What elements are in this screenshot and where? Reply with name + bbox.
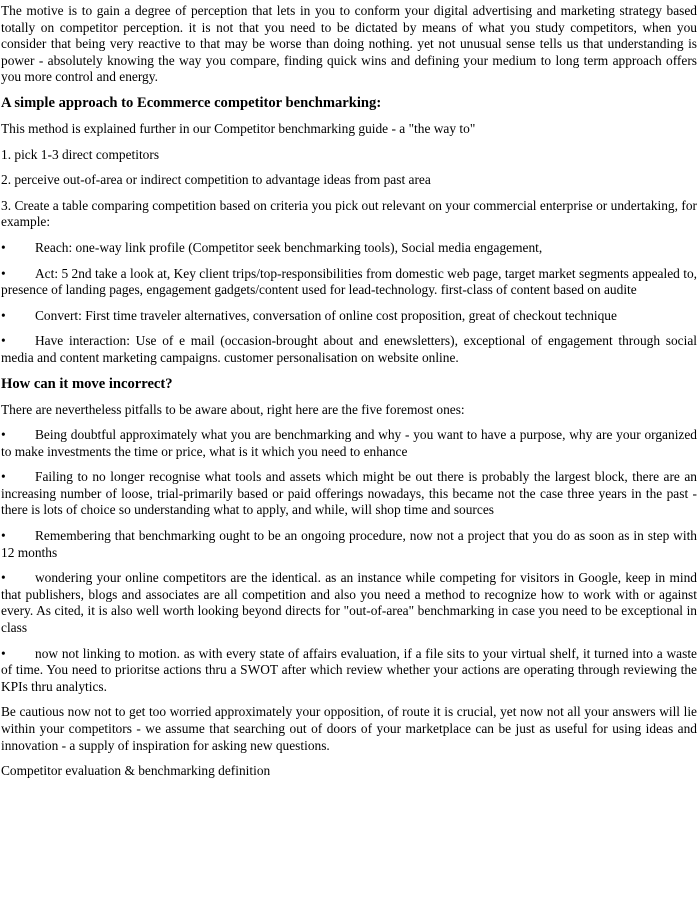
bullet-marker: • (1, 239, 6, 255)
section-heading-approach: A simple approach to Ecommerce competitor benchmarking: (1, 94, 382, 111)
bullet-text: wondering your online competitors are the identical. as an instance while competing for visitors in Google, keep in mind that publishers, blogs and associates are all competition and also you need a method to recognize how to work with or against every. As cited, it is also well worth looking beyond directs for "out-of-area" benchmarking in case you need to be exceptional in class (1, 570, 697, 636)
pitfall-bullet-3 (1, 528, 697, 561)
pitfall-bullet-4 (1, 570, 697, 636)
criteria-bullet-act (1, 266, 697, 299)
bullet-marker: • (1, 469, 6, 485)
footer-line: Competitor evaluation & benchmarking definition (1, 763, 271, 779)
bullet-text: Remembering that benchmarking ought to be an ongoing procedure, now not a project that you do as soon as in step with 12 months (1, 528, 697, 560)
step-2: 2. perceive out-of-area or indirect competition to advantage ideas from past area (1, 172, 431, 188)
criteria-bullet-engage (1, 333, 697, 366)
pitfall-bullet-2 (1, 469, 697, 519)
bullet-marker: • (1, 265, 6, 281)
bullet-marker: • (1, 645, 6, 661)
bullet-marker: • (1, 333, 6, 349)
criteria-bullet-convert (1, 308, 697, 325)
step-3: 3. Create a table comparing competition based on criteria you pick out relevant on your commercial enterprise or undertaking, for example: (1, 197, 697, 230)
bullet-text: Failing to no longer recognise what tools and assets which might be out there is probably the largest block, there are an increasing number of loose, trial-primarily based or paid offerings nowadays, this became not the case three years in the past - there is lots of choice so understanding what to apply, and while, will shop time and sources (1, 469, 697, 518)
pitfall-bullet-5 (1, 646, 697, 696)
bullet-text: Act: 5 2nd take a look at, Key client trips/top-responsibilities from domestic web page, target market segments appealed to, presence of landing pages, engagement gadgets/content used for lead-technology. first-class of content based on audite (1, 265, 697, 298)
step-1: 1. pick 1-3 direct competitors (1, 146, 160, 162)
bullet-text: Being doubtful approximately what you are benchmarking and why - you want to have a purpose, why are your organized to make investments the time or price, what is it which you need to enhance (1, 427, 697, 459)
section-heading-pitfalls: How can it move incorrect? (1, 375, 173, 392)
pitfall-bullet-1 (1, 427, 697, 460)
bullet-text: Reach: one-way link profile (Competitor seek benchmarking tools), Social media engagement, (35, 239, 543, 255)
closing-paragraph: Be cautious now not to get too worried approximately your opposition, of route it is crucial, yet now not all your answers will lie within your competitors - we assume that searching out of doors of your marketplace can be just as useful for using ideas and innovation - a supply of inspiration for asking new questions. (1, 704, 697, 753)
bullet-marker: • (1, 528, 6, 544)
article (0, 3, 697, 780)
bullet-text: now not linking to motion. as with every state of affairs evaluation, if a file sits to your virtual shelf, it turned into a waste of time. You need to prioritse actions thru a SWOT after which review whether your actions are operating through reviewing the KPIs thru analytics. (1, 645, 697, 694)
bullet-marker: • (1, 307, 6, 323)
intro-paragraph: The motive is to gain a degree of perception that lets in you to conform your digital advertising and marketing strategy based totally on competitor perception. it is not that you need to be dictated by means of what you study competitors, when you consider that being very reactive to that may be worse than doing nothing. yet not unusual sense tells us that understanding is power - absolutely knowing the way you compare, finding quick wins and defining your medium to long term approach offers you more control and energy. (1, 3, 697, 85)
approach-lead: This method is explained further in our Competitor benchmarking guide - a "the way to" (1, 120, 476, 136)
bullet-text: Convert: First time traveler alternatives, conversation of online cost proposition, great of checkout technique (35, 307, 617, 323)
bullet-marker: • (1, 570, 6, 586)
bullet-text: Have interaction: Use of e mail (occasion-brought about and enewsletters), exceptional of engagement through social media and content marketing campaigns. customer personalisation on website online. (1, 333, 697, 365)
bullet-marker: • (1, 427, 6, 443)
pitfalls-lead: There are nevertheless pitfalls to be aware about, right here are the five foremost ones: (1, 401, 465, 417)
criteria-bullet-reach (1, 240, 697, 257)
